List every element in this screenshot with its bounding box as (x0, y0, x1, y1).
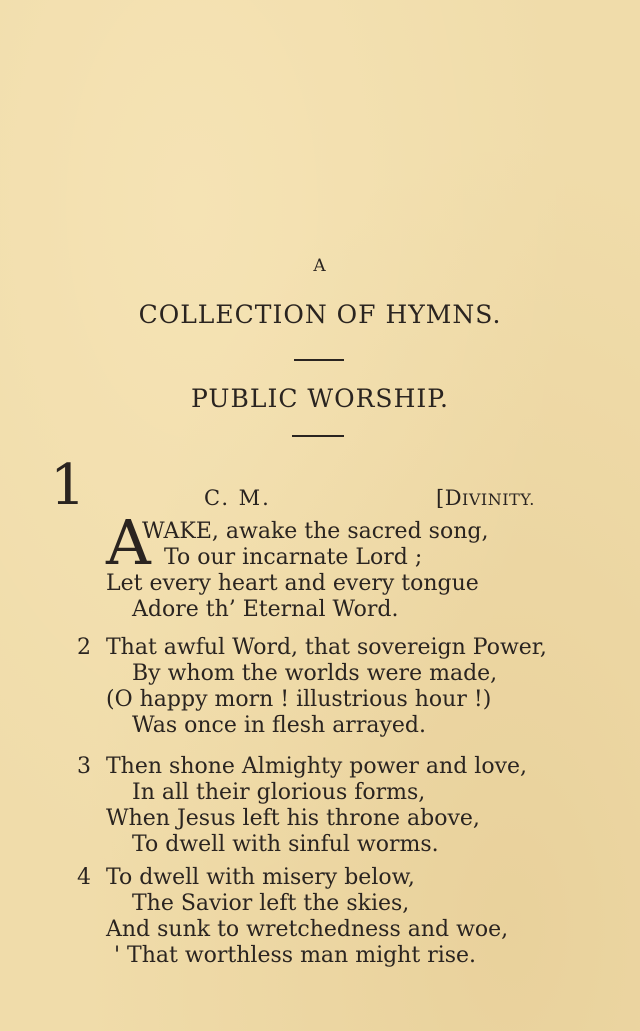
hymn-number: 1 (50, 453, 86, 518)
verse-4-line-2: The Savior left the skies, (132, 891, 410, 916)
verse-3-line-3: When Jesus left his throne above, (106, 806, 480, 831)
verse-4-line-1: To dwell with misery below, (106, 865, 415, 890)
verse-1-line-1: WAKE, awake the sacred song, (142, 519, 489, 544)
tune-rest: IVINITY. (462, 490, 535, 509)
verse-4-line-3: And sunk to wretchedness and woe, (106, 917, 509, 942)
verse-3-line-4: To dwell with sinful worms. (132, 832, 439, 857)
verse-1-line-4: Adore th’ Eternal Word. (132, 597, 399, 622)
section-title: PUBLIC WORSHIP. (191, 384, 449, 413)
verse-2-line-1: That awful Word, that sovereign Power, (106, 635, 547, 660)
article-heading: A (313, 256, 327, 276)
verse-2-line-2: By whom the worlds were made, (132, 661, 498, 686)
hymn-meter: C. M. (204, 486, 271, 510)
verse-3-line-2: In all their glorious forms, (132, 780, 426, 805)
verse-2-line-3: (O happy morn ! illustrious hour !) (106, 687, 492, 712)
verse-4-number: 4 (77, 865, 91, 890)
verse-2-number: 2 (77, 635, 91, 660)
tune-bracket: [ (436, 486, 445, 510)
verse-3-number: 3 (77, 754, 91, 779)
verse-3-line-1: Then shone Almighty power and love, (106, 754, 528, 779)
divider-rule (292, 435, 344, 437)
divider-rule (294, 359, 344, 361)
verse-1-line-2: To our incarnate Lord ; (164, 545, 423, 570)
tune-initial: D (444, 486, 463, 510)
hymn-tune (436, 486, 535, 510)
drop-cap: A (106, 506, 151, 579)
verse-2-line-4: Was once in flesh arrayed. (132, 713, 426, 738)
verse-1-line-3: Let every heart and every tongue (106, 571, 479, 596)
collection-title: COLLECTION OF HYMNS. (138, 300, 502, 329)
verse-4-line-4: ' That worthless man might rise. (114, 943, 477, 968)
